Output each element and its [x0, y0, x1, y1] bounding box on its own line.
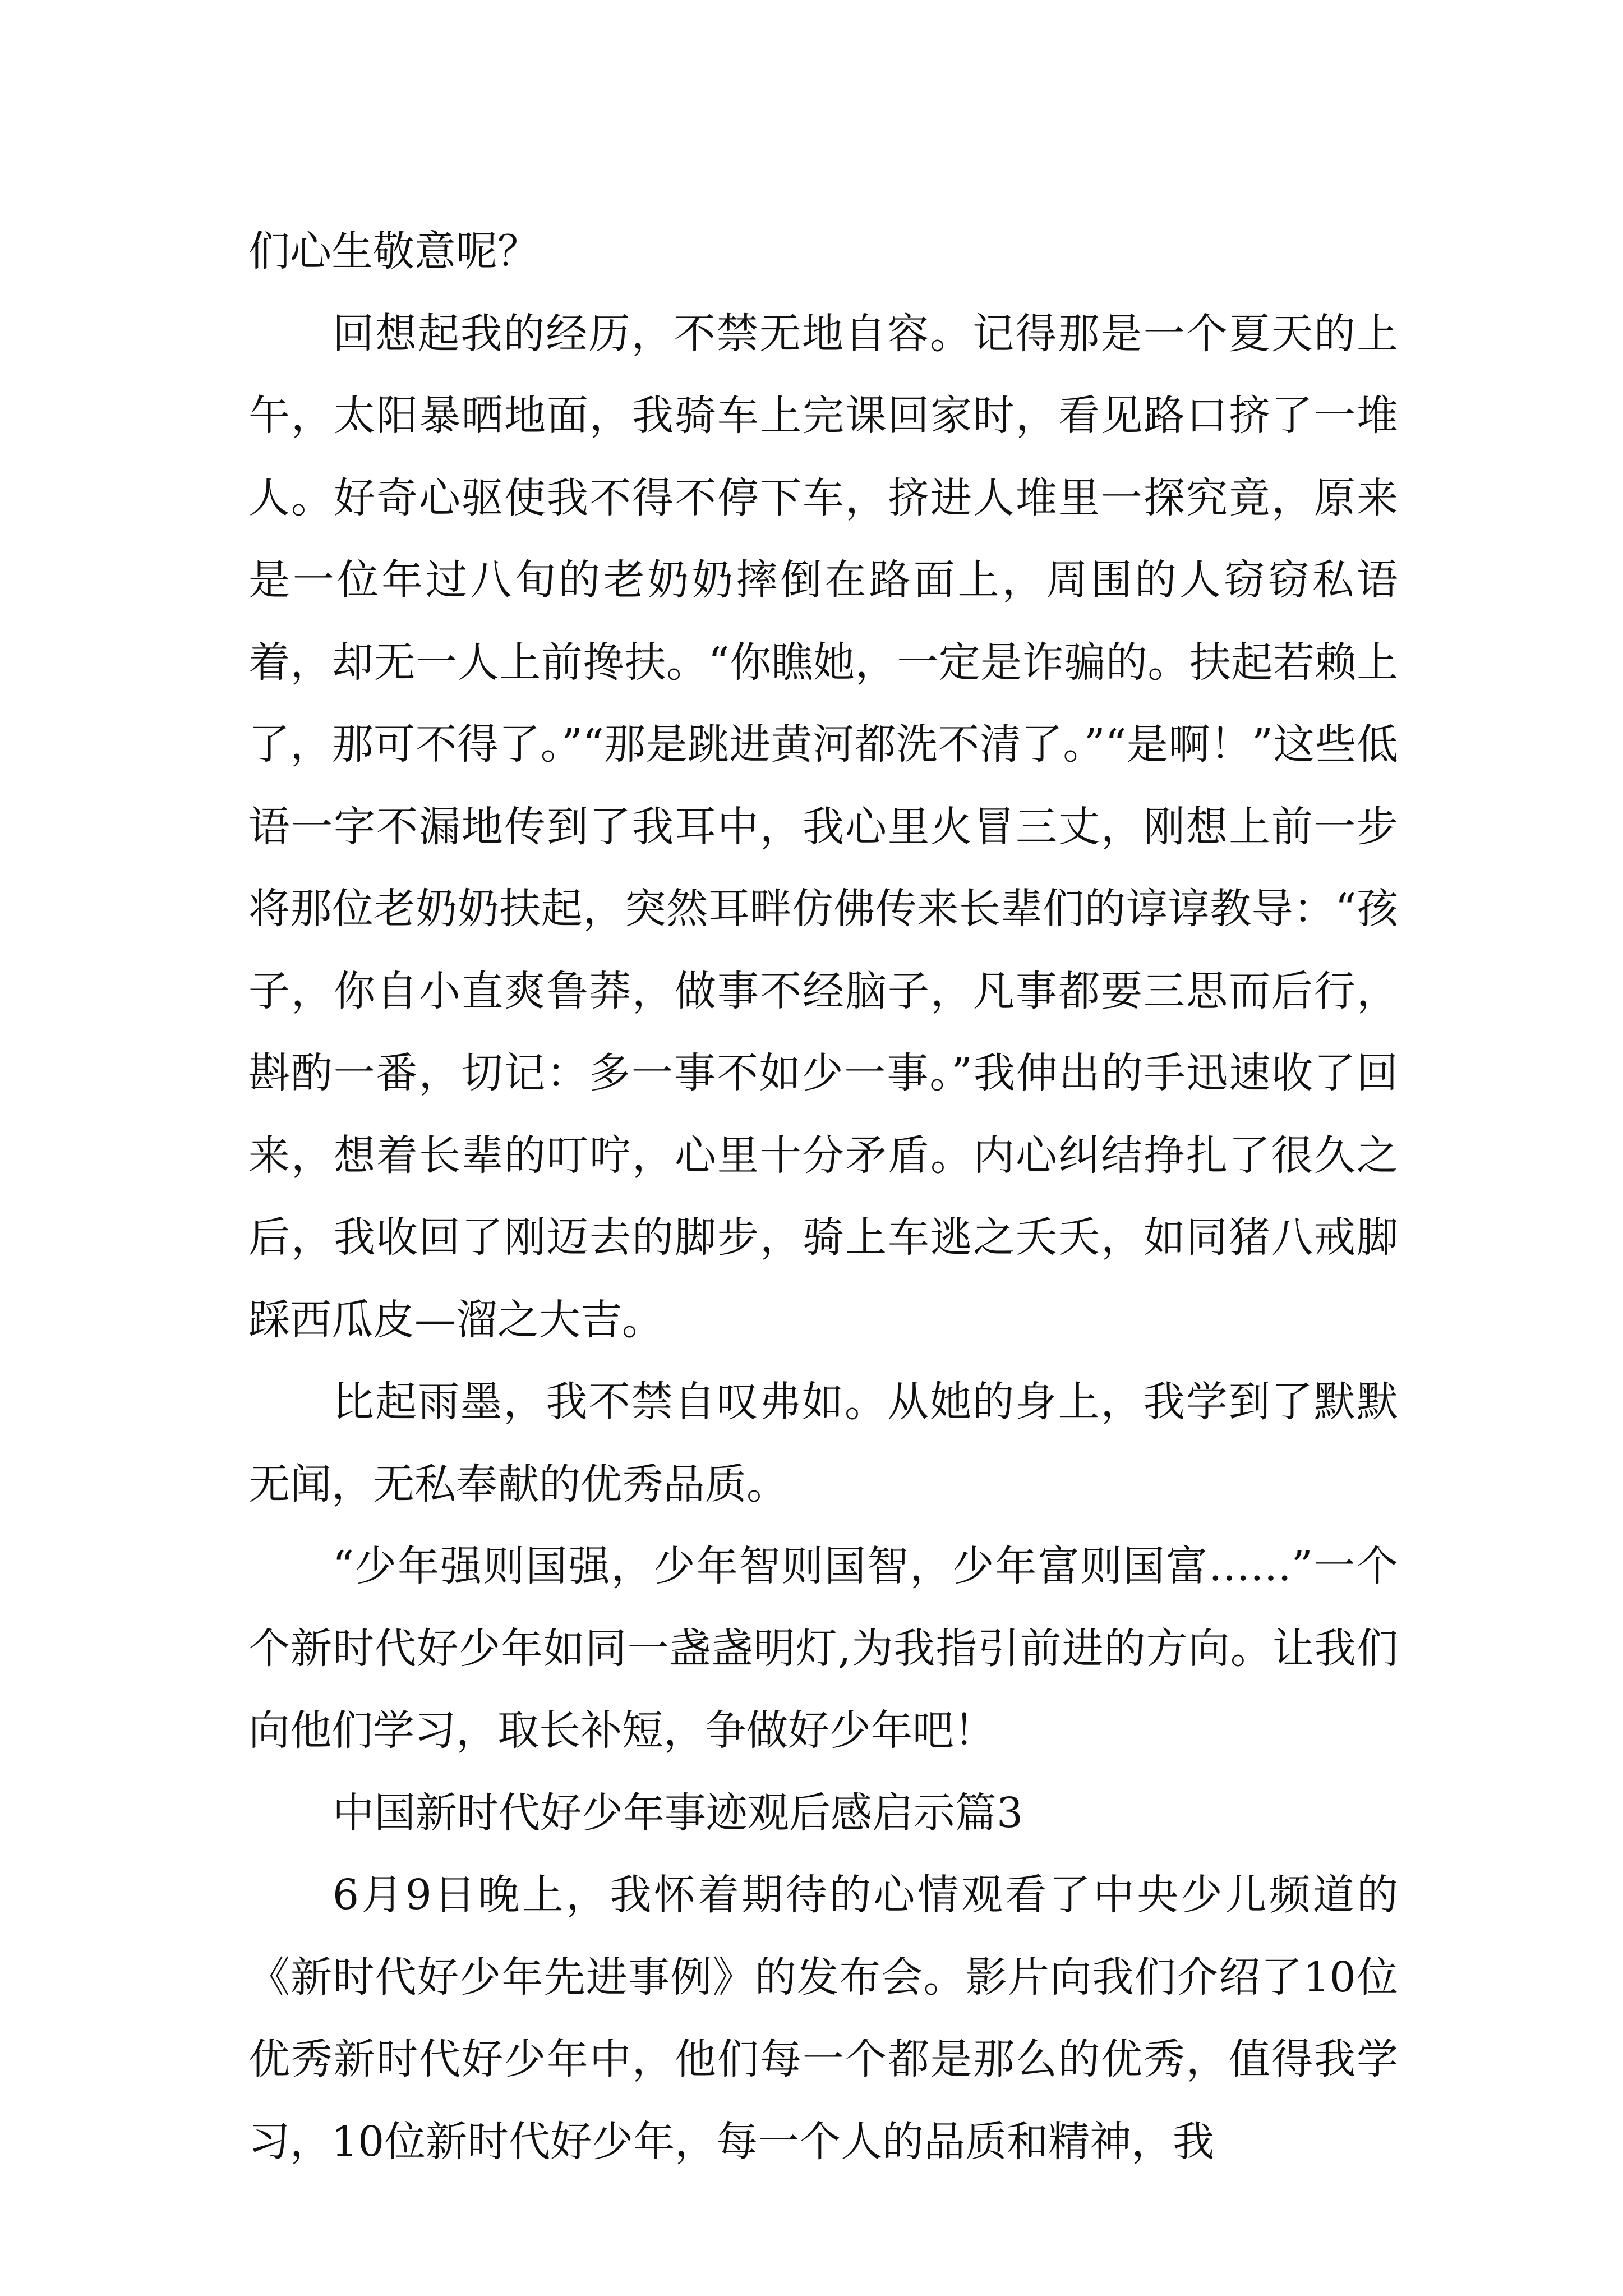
section-heading: 中国新时代好少年事迹观后感启示篇3 — [333, 1788, 1023, 1837]
paragraph-comparison: 比起雨墨，我不禁自叹弗如。从她的身上，我学到了默默无闻，无私奉献的优秀品质。 — [248, 1378, 1398, 1508]
body-text — [248, 210, 1398, 2183]
paragraph-continuation: 们心生敬意呢？ — [248, 227, 539, 275]
paragraph-experience: 回想起我的经历，不禁无地自容。记得那是一个夏天的上午，太阳暴晒地面，我骑车上完课回家时，看见路口挤了一堆人。好奇心驱使我不得不停下车，挤进人堆里一探究竟，原来是一位年过八旬的老奶奶摔倒在路面上，周围的人窃窃私语着，却无一人上前搀扶。“你瞧她，一定是诈骗的。扶起若赖上了，那可不得了。”“那是跳进黄河都洗不清了。”“是啊！”这些低语一字不漏地传到了我耳中，我心里火冒三丈，刚想上前一步将那位老奶奶扶起，突然耳畔仿佛传来长辈们的谆谆教导：“孩子，你自小直爽鲁莽，做事不经脑子，凡事都要三思而后行，斟酌一番，切记：多一事不如少一事。”我伸出的手迅速收了回来，想着长辈的叮咛，心里十分矛盾。内心纠结挣扎了很久之后，我收回了刚迈去的脚步，骑上车逃之夭夭，如同猪八戒脚踩西瓜皮—溜之大吉。 — [248, 309, 1398, 1344]
paragraph-section3-intro: 6月9日晚上，我怀着期待的心情观看了中央少儿频道的《新时代好少年先进事例》的发布会。影片向我们介绍了10位优秀新时代好少年中，他们每一个都是那么的优秀，值得我学习，10位新时代好少年，每一个人的品质和精神，我 — [248, 1871, 1398, 2166]
paragraph-conclusion: “少年强则国强，少年智则国智，少年富则国富……”一个个新时代好少年如同一盏盏明灯,为我指引前进的方向。让我们向他们学习，取长补短，争做好少年吧！ — [248, 1542, 1398, 1755]
